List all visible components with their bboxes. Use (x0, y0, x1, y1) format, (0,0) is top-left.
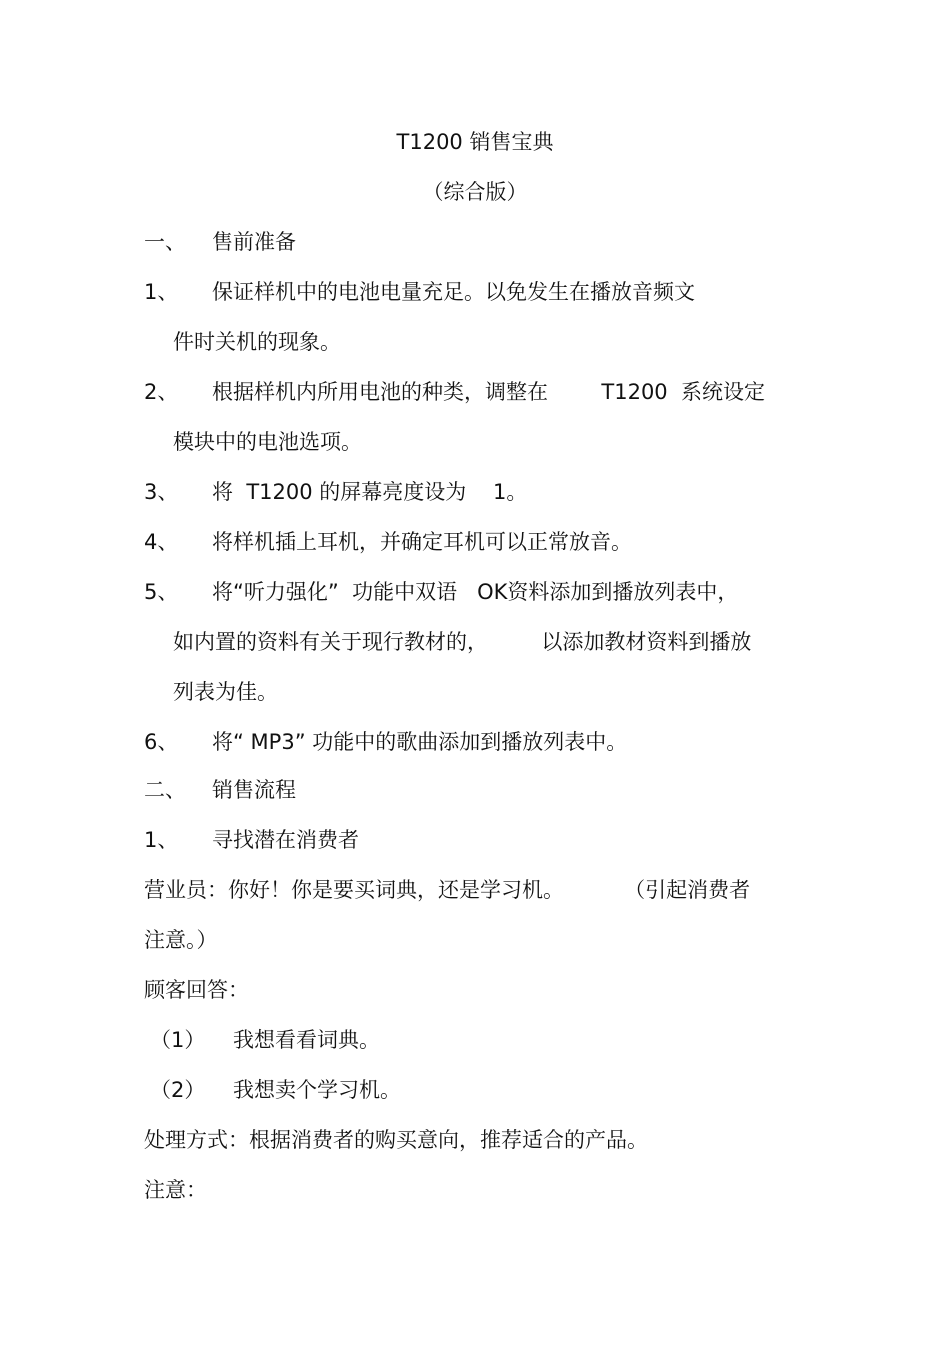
item-5-text-cont-2: 列表为佳。 (173, 680, 278, 704)
answer-2-number: （2） (150, 1078, 206, 1102)
item-2-number: 2、 (144, 380, 179, 404)
answer-1-number: （1） (150, 1028, 206, 1052)
item-2-text: 根据样机内所用电池的种类，调整在 T1200 系统设定 (212, 380, 766, 404)
handling-text: 处理方式：根据消费者的购买意向，推荐适合的产品。 (144, 1128, 648, 1152)
note-label: 注意： (144, 1178, 207, 1202)
item-5-number: 5、 (144, 580, 179, 604)
item-5-text: 将“听力强化” 功能中双语 OK资料添加到播放列表中， (212, 580, 739, 604)
document-title: T1200 销售宝典 (396, 130, 554, 154)
section-1-heading: 售前准备 (212, 230, 296, 254)
item-2-text-cont: 模块中的电池选项。 (173, 430, 362, 454)
item-4-number: 4、 (144, 530, 179, 554)
item-3-text: 将 T1200 的屏幕亮度设为 1。 (212, 480, 528, 504)
item-1-number: 1、 (144, 280, 179, 304)
answer-2-text: 我想卖个学习机。 (233, 1078, 401, 1102)
item-1-text: 保证样机中的电池电量充足。以免发生在播放音频文 (212, 280, 695, 304)
answer-1-text: 我想看看词典。 (233, 1028, 380, 1052)
section-1-number: 一、 (144, 230, 186, 254)
section-2-heading: 销售流程 (212, 778, 296, 802)
step-1-text: 寻找潜在消费者 (212, 828, 359, 852)
step-1-number: 1、 (144, 828, 179, 852)
customer-label: 顾客回答： (144, 978, 249, 1002)
clerk-line-cont: 注意。） (144, 928, 218, 952)
item-6-number: 6、 (144, 730, 179, 754)
item-6-text: 将“ MP3” 功能中的歌曲添加到播放列表中。 (212, 730, 628, 754)
item-1-text-cont: 件时关机的现象。 (173, 330, 341, 354)
item-5-text-cont: 如内置的资料有关于现行教材的， 以添加教材资料到播放 (173, 630, 752, 654)
section-2-number: 二、 (144, 778, 186, 802)
item-3-number: 3、 (144, 480, 179, 504)
document-subtitle: （综合版） (422, 180, 528, 204)
clerk-line: 营业员：你好！你是要买词典，还是学习机。 （引起消费者 (144, 878, 751, 902)
item-4-text: 将样机插上耳机，并确定耳机可以正常放音。 (212, 530, 632, 554)
